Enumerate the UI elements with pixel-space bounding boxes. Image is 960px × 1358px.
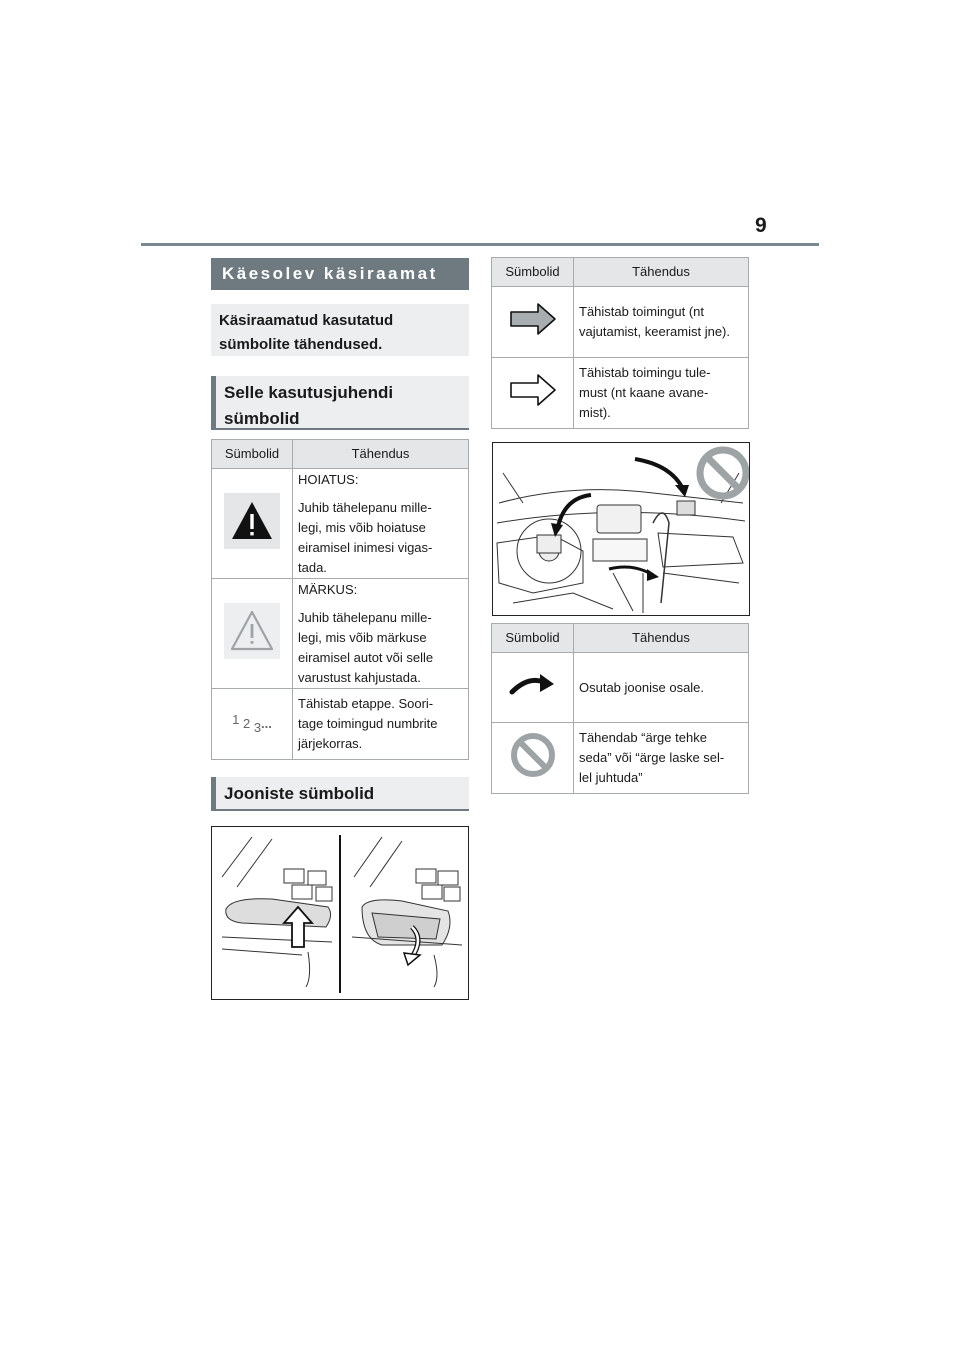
mirror-illustration — [211, 826, 469, 1000]
action-text — [579, 302, 744, 342]
notice-triangle-outline-icon — [224, 603, 280, 659]
manual-symbols-heading-line-1: Selle kasutusjuhendi — [224, 383, 394, 402]
meaning-cell — [293, 469, 469, 579]
text-line: järjekorras. — [298, 736, 363, 751]
step-digit: 1 — [232, 712, 240, 727]
text-line: legi, mis võib märkuse — [298, 629, 427, 645]
text-line: legi, mis võib hoiatuse — [298, 519, 426, 535]
step-digit: 2 — [242, 716, 251, 731]
step-ellipsis: ... — [261, 716, 272, 731]
meaning-cell — [574, 723, 749, 794]
symbol-cell — [212, 579, 293, 689]
text-line: must (nt kaane avane- — [579, 385, 709, 400]
text-line: lel juhtuda” — [579, 770, 643, 785]
intro-line-2: sümbolite tähendused. — [219, 336, 383, 353]
text-line: Tähendab “ärge tehke — [579, 730, 707, 745]
pointer-symbols-table — [491, 623, 749, 794]
warning-label: HOIATUS: — [298, 471, 359, 487]
meaning-cell — [574, 287, 749, 358]
intro-line-1: Käsiraamatud kasutatud — [219, 312, 394, 329]
text-line: Juhib tähelepanu mille- — [298, 609, 432, 625]
step-numbers-icon — [232, 712, 272, 735]
text-line: Tähistab toimingu tule- — [579, 365, 711, 380]
drawing-symbols-heading: Jooniste sümbolid — [211, 777, 469, 811]
table-row — [492, 723, 749, 794]
meaning-cell — [293, 689, 469, 760]
meaning-cell — [574, 653, 749, 723]
step-digit: 3 — [253, 720, 262, 735]
notice-text — [298, 608, 464, 688]
curved-pointer-arrow-icon — [508, 670, 558, 700]
manual-symbols-table — [211, 439, 469, 760]
text-line: Juhib tähelepanu mille- — [298, 499, 432, 515]
table-row — [212, 469, 469, 579]
text-line: varustust kahjustada. — [298, 669, 421, 685]
symbol-cell — [492, 287, 574, 358]
symbol-cell — [212, 469, 293, 579]
prohibition-icon — [508, 730, 558, 780]
manual-symbols-heading — [211, 376, 469, 430]
filled-arrow-icon — [508, 301, 558, 337]
text-line: eiramisel autot või selle — [298, 649, 434, 665]
top-rule — [141, 243, 819, 246]
table-row — [492, 653, 749, 723]
table-row — [212, 689, 469, 760]
meaning-column-header: Tähendus — [574, 624, 749, 653]
notice-label: MÄRKUS: — [298, 581, 358, 597]
symbols-column-header: Sümbolid — [492, 258, 574, 287]
prohibition-text — [579, 728, 744, 788]
table-header-row — [492, 258, 749, 287]
page-number: 9 — [755, 214, 767, 237]
outline-arrow-icon — [508, 372, 558, 408]
action-symbols-table — [491, 257, 749, 429]
dashboard-illustration — [492, 442, 750, 616]
meaning-column-header: Tähendus — [574, 258, 749, 287]
text-line: tada. — [298, 559, 327, 575]
intro-box — [211, 304, 469, 356]
meaning-cell — [574, 358, 749, 429]
table-header-row — [492, 624, 749, 653]
text-line: eiramisel inimesi vigas- — [298, 539, 433, 555]
meaning-column-header: Tähendus — [293, 440, 469, 469]
warning-triangle-filled-icon — [224, 493, 280, 549]
table-row — [492, 358, 749, 429]
steps-text — [298, 694, 464, 754]
dashboard-drawing — [493, 443, 749, 615]
symbols-column-header: Sümbolid — [212, 440, 293, 469]
text-line: Tähistab etappe. Soori- — [298, 696, 434, 711]
symbol-cell — [492, 653, 574, 723]
pointer-text: Osutab joonise osale. — [579, 679, 705, 695]
manual-symbols-heading-line-2: sümbolid — [224, 409, 300, 428]
symbol-cell — [212, 689, 293, 760]
text-line: Tähistab toimingut (nt — [579, 304, 705, 319]
text-line: mist). — [579, 405, 611, 420]
text-line: tage toimingud numbrite — [298, 716, 438, 731]
meaning-cell — [293, 579, 469, 689]
text-line: seda” või “ärge laske sel- — [579, 750, 725, 765]
table-header-row — [212, 440, 469, 469]
section-title: Käesolev käsiraamat — [211, 258, 469, 290]
warning-text — [298, 498, 464, 578]
symbol-cell — [492, 723, 574, 794]
table-row — [492, 287, 749, 358]
table-row — [212, 579, 469, 689]
text-line: vajutamist, keeramist jne). — [579, 324, 730, 339]
symbols-column-header: Sümbolid — [492, 624, 574, 653]
action-result-text — [579, 363, 744, 423]
symbol-cell — [492, 358, 574, 429]
mirror-drawing — [212, 827, 468, 999]
